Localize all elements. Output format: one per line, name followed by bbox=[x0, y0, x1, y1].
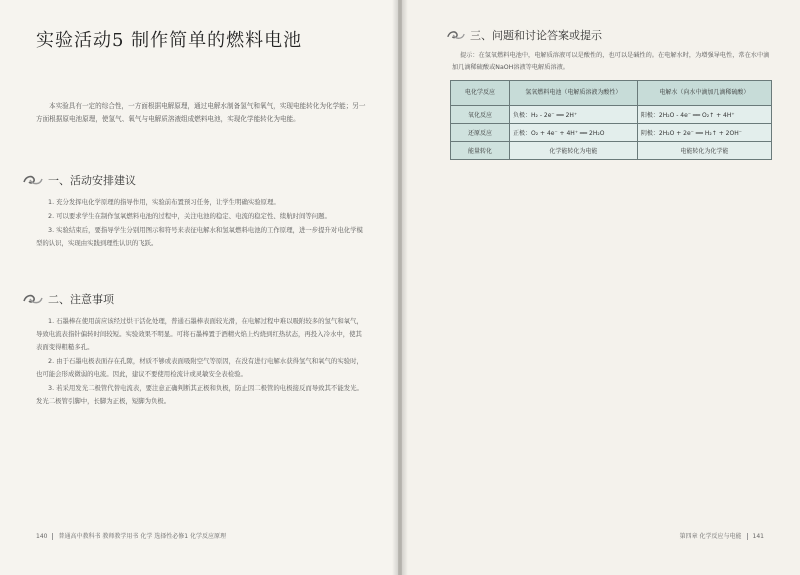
section-title: 一、活动安排建议 bbox=[48, 174, 136, 187]
footer-book: 普通高中教科书 bbox=[58, 533, 101, 540]
table-cell: 化学能转化为电能 bbox=[510, 142, 638, 160]
paragraph: 2. 由于石墨电极表面存在孔隙，材质不够或表面吸附空气等原因，在没有进行电解水获得氢气和氧气的实验时，也可能会形成微弱的电流。因此，建议不要使用检流计或灵敏安全表检验。 bbox=[36, 357, 363, 378]
paragraph: 3. 实验结束后，要指导学生分别用图示和符号来表征电解水和氢氧燃料电池的工作原理，进一步提升对电化学模型的认识，实现由实践到理性认识的飞跃。 bbox=[36, 226, 363, 247]
paragraph: 2. 可以要求学生在制作氢氧燃料电池的过程中，关注电池的稳定、电流的稳定性、续航时间等问题。 bbox=[48, 212, 331, 220]
left-page bbox=[0, 0, 398, 575]
right-page bbox=[402, 0, 800, 575]
footer-sub: 化学反应原理 bbox=[190, 533, 227, 540]
section-title: 三、问题和讨论答案或提示 bbox=[470, 29, 602, 42]
table-row bbox=[451, 106, 772, 124]
table-row bbox=[451, 142, 772, 160]
footer-subject: 化学 bbox=[140, 533, 153, 540]
paragraph: 1. 石墨棒在使用前应该经过烘干活化处理，普通石墨棒表面较光滑，在电解过程中难以吸附较多的氢气和氧气，导致电流表指针偏转时间较短。实验效果不明显。可将石墨棒置于酒精火焰上灼烧到红热状态，再投入冷水中，使其表面变得粗糙多孔。 bbox=[36, 317, 363, 351]
section-heading-1 bbox=[22, 172, 136, 188]
footer-chapter-title: 化学反应与电能 bbox=[699, 533, 742, 540]
table-cell: 阳极：2H₂O - 4e⁻ ══ O₂↑ + 4H⁺ bbox=[637, 106, 771, 124]
footer-volume: 选择性必修1 bbox=[154, 533, 189, 540]
hint-paragraph: 提示：在氢氧燃料电池中，电解质溶液可以是酸性的，也可以是碱性的。在电解水时，为增强导电性，常在水中滴加几滴稀硫酸或NaOH溶液等电解质溶液。 bbox=[452, 52, 770, 71]
table-cell: 负极：H₂ - 2e⁻ ══ 2H⁺ bbox=[510, 106, 638, 124]
table-cell: 氧化反应 bbox=[451, 106, 510, 124]
intro-paragraph: 本实验具有一定的综合性，一方面根据电解原理，通过电解水制备氢气和氧气，实现电能转化为化学能；另一方面根据原电池原理，使氢气、氧气与电解质溶液组成燃料电池，实现化学能转化为电能。 bbox=[36, 102, 366, 123]
section-2-body bbox=[36, 315, 368, 409]
page-number: 141 bbox=[752, 533, 764, 540]
page-footer bbox=[680, 531, 764, 540]
column-header: 电化学反应 bbox=[451, 81, 510, 106]
table-row bbox=[451, 124, 772, 142]
section-swirl-icon bbox=[22, 173, 44, 187]
section-heading-3 bbox=[446, 27, 602, 43]
column-header: 电解水（向水中滴加几滴稀硫酸） bbox=[637, 81, 771, 106]
section-heading-2 bbox=[22, 291, 114, 307]
table-cell: 电能转化为化学能 bbox=[637, 142, 771, 160]
table-header-row bbox=[451, 81, 772, 106]
column-header: 氢氧燃料电池（电解质溶液为酸性） bbox=[510, 81, 638, 106]
page-title: 实验活动5 制作简单的燃料电池 bbox=[36, 30, 303, 51]
footer-part: 教师教学用书 bbox=[102, 533, 139, 540]
section-swirl-icon bbox=[22, 292, 44, 306]
table-cell: 还原反应 bbox=[451, 124, 510, 142]
book-gutter bbox=[392, 0, 408, 575]
comparison-table bbox=[450, 80, 772, 160]
page-number: 140 bbox=[36, 533, 48, 540]
footer-chapter: 第四章 bbox=[679, 533, 698, 540]
table-cell: 正极：O₂ + 4e⁻ + 4H⁺ ══ 2H₂O bbox=[510, 124, 638, 142]
paragraph: 1. 充分发挥电化学原理的指导作用，实验前布置预习任务，让学生明确实验原理。 bbox=[48, 198, 280, 206]
section-1-body bbox=[36, 196, 368, 251]
table-cell: 能量转化 bbox=[451, 142, 510, 160]
section-swirl-icon bbox=[446, 28, 466, 42]
paragraph: 3. 若采用发光二极管代替电流表，要注意正确判断其正极和负极，防止因二极管的电极接反而导致其不能发光。发光二极管引脚中，长脚为正极，短脚为负极。 bbox=[36, 384, 363, 405]
page-footer bbox=[36, 531, 226, 540]
table-cell: 阴极：2H₂O + 2e⁻ ══ H₂↑ + 2OH⁻ bbox=[637, 124, 771, 142]
section-title: 二、注意事项 bbox=[48, 293, 114, 306]
